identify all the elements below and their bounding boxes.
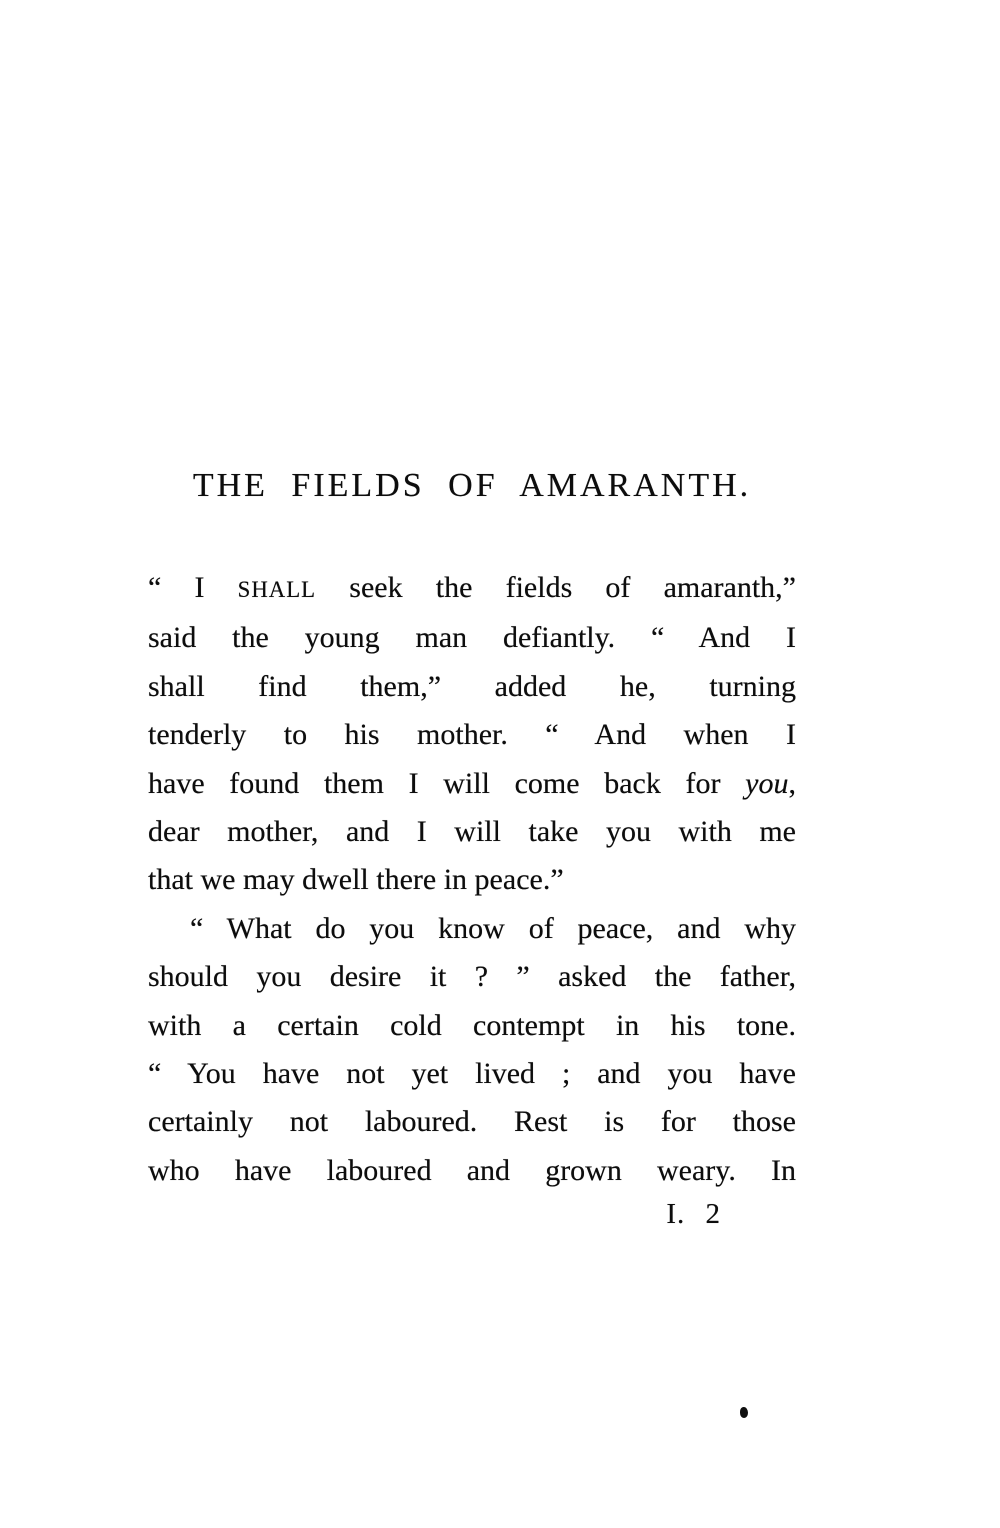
text-line bbox=[148, 711, 796, 759]
text-segment: dear mother, and I will take you with me bbox=[148, 815, 796, 849]
text-segment-smallcaps: SHALL bbox=[237, 577, 317, 602]
text-segment: , bbox=[788, 766, 796, 800]
text-segment: seek the fields of amaranth,” bbox=[316, 571, 796, 604]
signature-mark: I. 2 bbox=[666, 1198, 721, 1230]
text-line bbox=[148, 564, 796, 614]
text-line bbox=[148, 760, 796, 808]
text-line bbox=[148, 856, 796, 904]
text-segment: “ What do you know of peace, and why bbox=[190, 911, 796, 945]
text-line bbox=[148, 953, 796, 1001]
text-segment: “ You have not yet lived ; and you have bbox=[148, 1057, 796, 1091]
chapter-title: THE FIELDS OF AMARANTH. bbox=[192, 467, 752, 504]
paragraph bbox=[148, 564, 796, 905]
text-segment: have found them I will come back for bbox=[148, 766, 746, 800]
text-line bbox=[148, 663, 796, 711]
text-segment: certainly not laboured. Rest is for those bbox=[148, 1105, 796, 1139]
text-line bbox=[148, 1050, 796, 1098]
paragraph bbox=[148, 905, 796, 1195]
text-segment: should you desire it ? ” asked the father, bbox=[148, 960, 796, 994]
text-segment: that we may dwell there in peace.” bbox=[148, 863, 564, 897]
text-segment: shall find them,” added he, turning bbox=[148, 669, 796, 703]
text-segment: with a certain cold contempt in his tone. bbox=[148, 1008, 796, 1042]
text-line bbox=[148, 808, 796, 856]
text-segment: “ I bbox=[148, 571, 238, 604]
text-segment: who have laboured and grown weary. In bbox=[148, 1153, 796, 1187]
text-line bbox=[148, 1147, 796, 1195]
text-line bbox=[148, 1002, 796, 1050]
text-line bbox=[148, 905, 796, 953]
text-segment: said the young man defiantly. “ And I bbox=[148, 621, 796, 655]
text-segment-italic: you bbox=[745, 766, 789, 800]
text-line bbox=[148, 1098, 796, 1146]
text-line bbox=[148, 614, 796, 662]
ink-speck bbox=[740, 1407, 748, 1418]
text-block bbox=[148, 564, 796, 1195]
text-segment: tenderly to his mother. “ And when I bbox=[148, 718, 796, 752]
